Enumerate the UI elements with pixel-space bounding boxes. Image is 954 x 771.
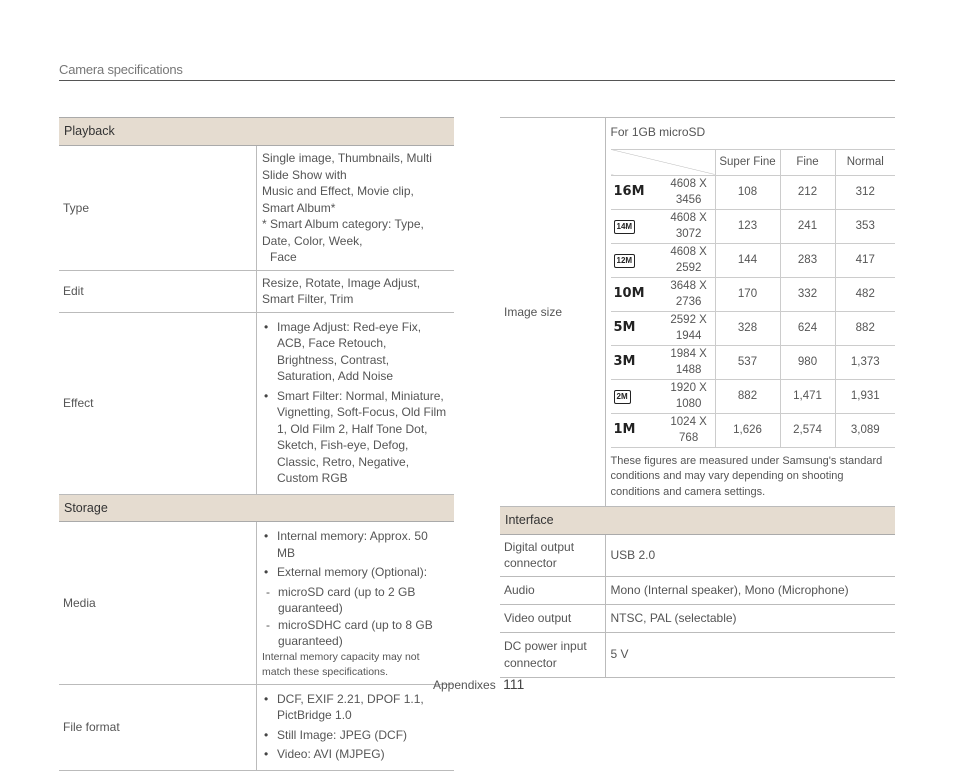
label-dc-power: DC power input connector xyxy=(500,632,605,677)
format-dcf: • DCF, EXIF 2.21, DPOF 1.1, PictBridge 1.0 xyxy=(262,691,449,724)
page-footer xyxy=(433,676,524,692)
fine-cell: 2,574 xyxy=(780,413,835,447)
value-effect xyxy=(257,312,455,494)
media-external: • External memory (Optional): xyxy=(262,564,449,581)
col-fine: Fine xyxy=(780,149,835,175)
image-size-grid xyxy=(611,149,896,448)
super-fine-cell: 882 xyxy=(715,379,780,413)
super-fine-cell: 328 xyxy=(715,311,780,345)
table-row xyxy=(611,209,896,243)
section-playback: Playback xyxy=(59,118,454,146)
type-line-4: Face xyxy=(270,250,297,264)
format-video: • Video: AVI (MJPEG) xyxy=(262,746,449,763)
footer-section: Appendixes xyxy=(433,678,496,692)
label-image-size: Image size xyxy=(500,118,605,507)
table-row xyxy=(611,345,896,379)
label-digital-output: Digital output connector xyxy=(500,534,605,576)
size-10m-icon-text: 10M xyxy=(613,285,645,301)
type-line-1: Single image, Thumbnails, Multi Slide Show with xyxy=(262,151,432,182)
label-edit: Edit xyxy=(59,270,257,312)
effect-item-image-adjust: • Image Adjust: Red-eye Fix, ACB, Face Retouch, Brightness, Contrast, Saturation, Add Noise xyxy=(262,319,449,385)
normal-cell: 353 xyxy=(835,209,895,243)
size-5m-icon xyxy=(611,311,663,345)
label-audio: Audio xyxy=(500,576,605,604)
value-type xyxy=(257,146,455,271)
fine-cell: 624 xyxy=(780,311,835,345)
normal-cell: 1,373 xyxy=(835,345,895,379)
resolution-cell: 4608 X 3072 xyxy=(663,209,715,243)
value-file-format xyxy=(257,684,455,770)
header-diagonal-cell xyxy=(611,149,716,175)
fine-cell: 332 xyxy=(780,277,835,311)
table-row xyxy=(611,311,896,345)
size-1m-icon xyxy=(611,413,663,447)
page-number: 111 xyxy=(503,676,525,692)
table-row xyxy=(611,175,896,209)
value-media xyxy=(257,522,455,685)
super-fine-cell: 1,626 xyxy=(715,413,780,447)
fine-cell: 283 xyxy=(780,243,835,277)
size-3m-icon xyxy=(611,345,663,379)
label-video-output: Video output xyxy=(500,604,605,632)
resolution-cell: 2592 X 1944 xyxy=(663,311,715,345)
image-size-interface-table xyxy=(500,117,895,678)
image-size-note: These figures are measured under Samsung's standard conditions and may vary depending on shooting conditions and camera settings. xyxy=(610,454,883,498)
size-14m-icon xyxy=(611,209,663,243)
size-1m-icon-text: 1M xyxy=(613,421,636,437)
resolution-cell: 4608 X 2592 xyxy=(663,243,715,277)
effect-item-smart-filter: • Smart Filter: Normal, Miniature, Vignetting, Soft-Focus, Old Film 1, Old Film 2, Half Tone Dot, Sketch, Fish-eye, Defog, Classic, Retro, Negative, Custom RGB xyxy=(262,388,449,487)
header-divider xyxy=(59,80,895,81)
col-normal: Normal xyxy=(835,149,895,175)
label-file-format: File format xyxy=(59,684,257,770)
resolution-cell: 3648 X 2736 xyxy=(663,277,715,311)
image-size-caption: For 1GB microSD xyxy=(610,125,706,139)
label-effect: Effect xyxy=(59,312,257,494)
size-12m-icon xyxy=(611,243,663,277)
normal-cell: 882 xyxy=(835,311,895,345)
value-audio: Mono (Internal speaker), Mono (Microphone) xyxy=(605,576,895,604)
media-internal: • Internal memory: Approx. 50 MB xyxy=(262,528,449,561)
size-16m-icon xyxy=(611,175,663,209)
size-5m-icon-text: 5M xyxy=(613,319,636,335)
label-type: Type xyxy=(59,146,257,271)
section-storage: Storage xyxy=(59,494,454,522)
col-super-fine: Super Fine xyxy=(715,149,780,175)
table-row xyxy=(611,413,896,447)
media-microsdhc: - microSDHC card (up to 8 GB guaranteed) xyxy=(262,617,449,650)
format-still: • Still Image: JPEG (DCF) xyxy=(262,727,449,744)
super-fine-cell: 108 xyxy=(715,175,780,209)
fine-cell: 212 xyxy=(780,175,835,209)
resolution-cell: 1920 X 1080 xyxy=(663,379,715,413)
resolution-cell: 1984 X 1488 xyxy=(663,345,715,379)
size-3m-icon-text: 3M xyxy=(613,353,636,369)
fine-cell: 1,471 xyxy=(780,379,835,413)
right-spec-column xyxy=(500,117,895,678)
value-image-size xyxy=(605,118,895,507)
resolution-cell: 4608 X 3456 xyxy=(663,175,715,209)
resolution-cell: 1024 X 768 xyxy=(663,413,715,447)
label-media: Media xyxy=(59,522,257,685)
normal-cell: 3,089 xyxy=(835,413,895,447)
playback-storage-table xyxy=(59,117,454,771)
section-interface: Interface xyxy=(500,507,895,535)
value-edit: Resize, Rotate, Image Adjust, Smart Filter, Trim xyxy=(257,270,455,312)
size-16m-icon-text: 16M xyxy=(613,183,645,199)
size-10m-icon xyxy=(611,277,663,311)
size-2m-icon-text: 2M xyxy=(614,390,631,404)
normal-cell: 312 xyxy=(835,175,895,209)
size-14m-icon-text: 14M xyxy=(614,220,636,234)
super-fine-cell: 144 xyxy=(715,243,780,277)
size-12m-icon-text: 12M xyxy=(614,254,636,268)
super-fine-cell: 537 xyxy=(715,345,780,379)
left-spec-column xyxy=(59,117,454,771)
page-header-title: Camera specifications xyxy=(59,62,183,77)
normal-cell: 482 xyxy=(835,277,895,311)
size-2m-icon xyxy=(611,379,663,413)
normal-cell: 417 xyxy=(835,243,895,277)
media-note: Internal memory capacity may not match these specifications. xyxy=(262,650,420,678)
super-fine-cell: 170 xyxy=(715,277,780,311)
normal-cell: 1,931 xyxy=(835,379,895,413)
table-row xyxy=(611,379,896,413)
value-dc-power: 5 V xyxy=(605,632,895,677)
value-digital-output: USB 2.0 xyxy=(605,534,895,576)
media-microsd: - microSD card (up to 2 GB guaranteed) xyxy=(262,584,449,617)
type-line-2: Music and Effect, Movie clip, Smart Album* xyxy=(262,184,414,215)
value-video-output: NTSC, PAL (selectable) xyxy=(605,604,895,632)
super-fine-cell: 123 xyxy=(715,209,780,243)
fine-cell: 980 xyxy=(780,345,835,379)
table-row xyxy=(611,277,896,311)
type-line-3: * Smart Album category: Type, Date, Color, Week, xyxy=(262,217,424,248)
fine-cell: 241 xyxy=(780,209,835,243)
table-row xyxy=(611,243,896,277)
